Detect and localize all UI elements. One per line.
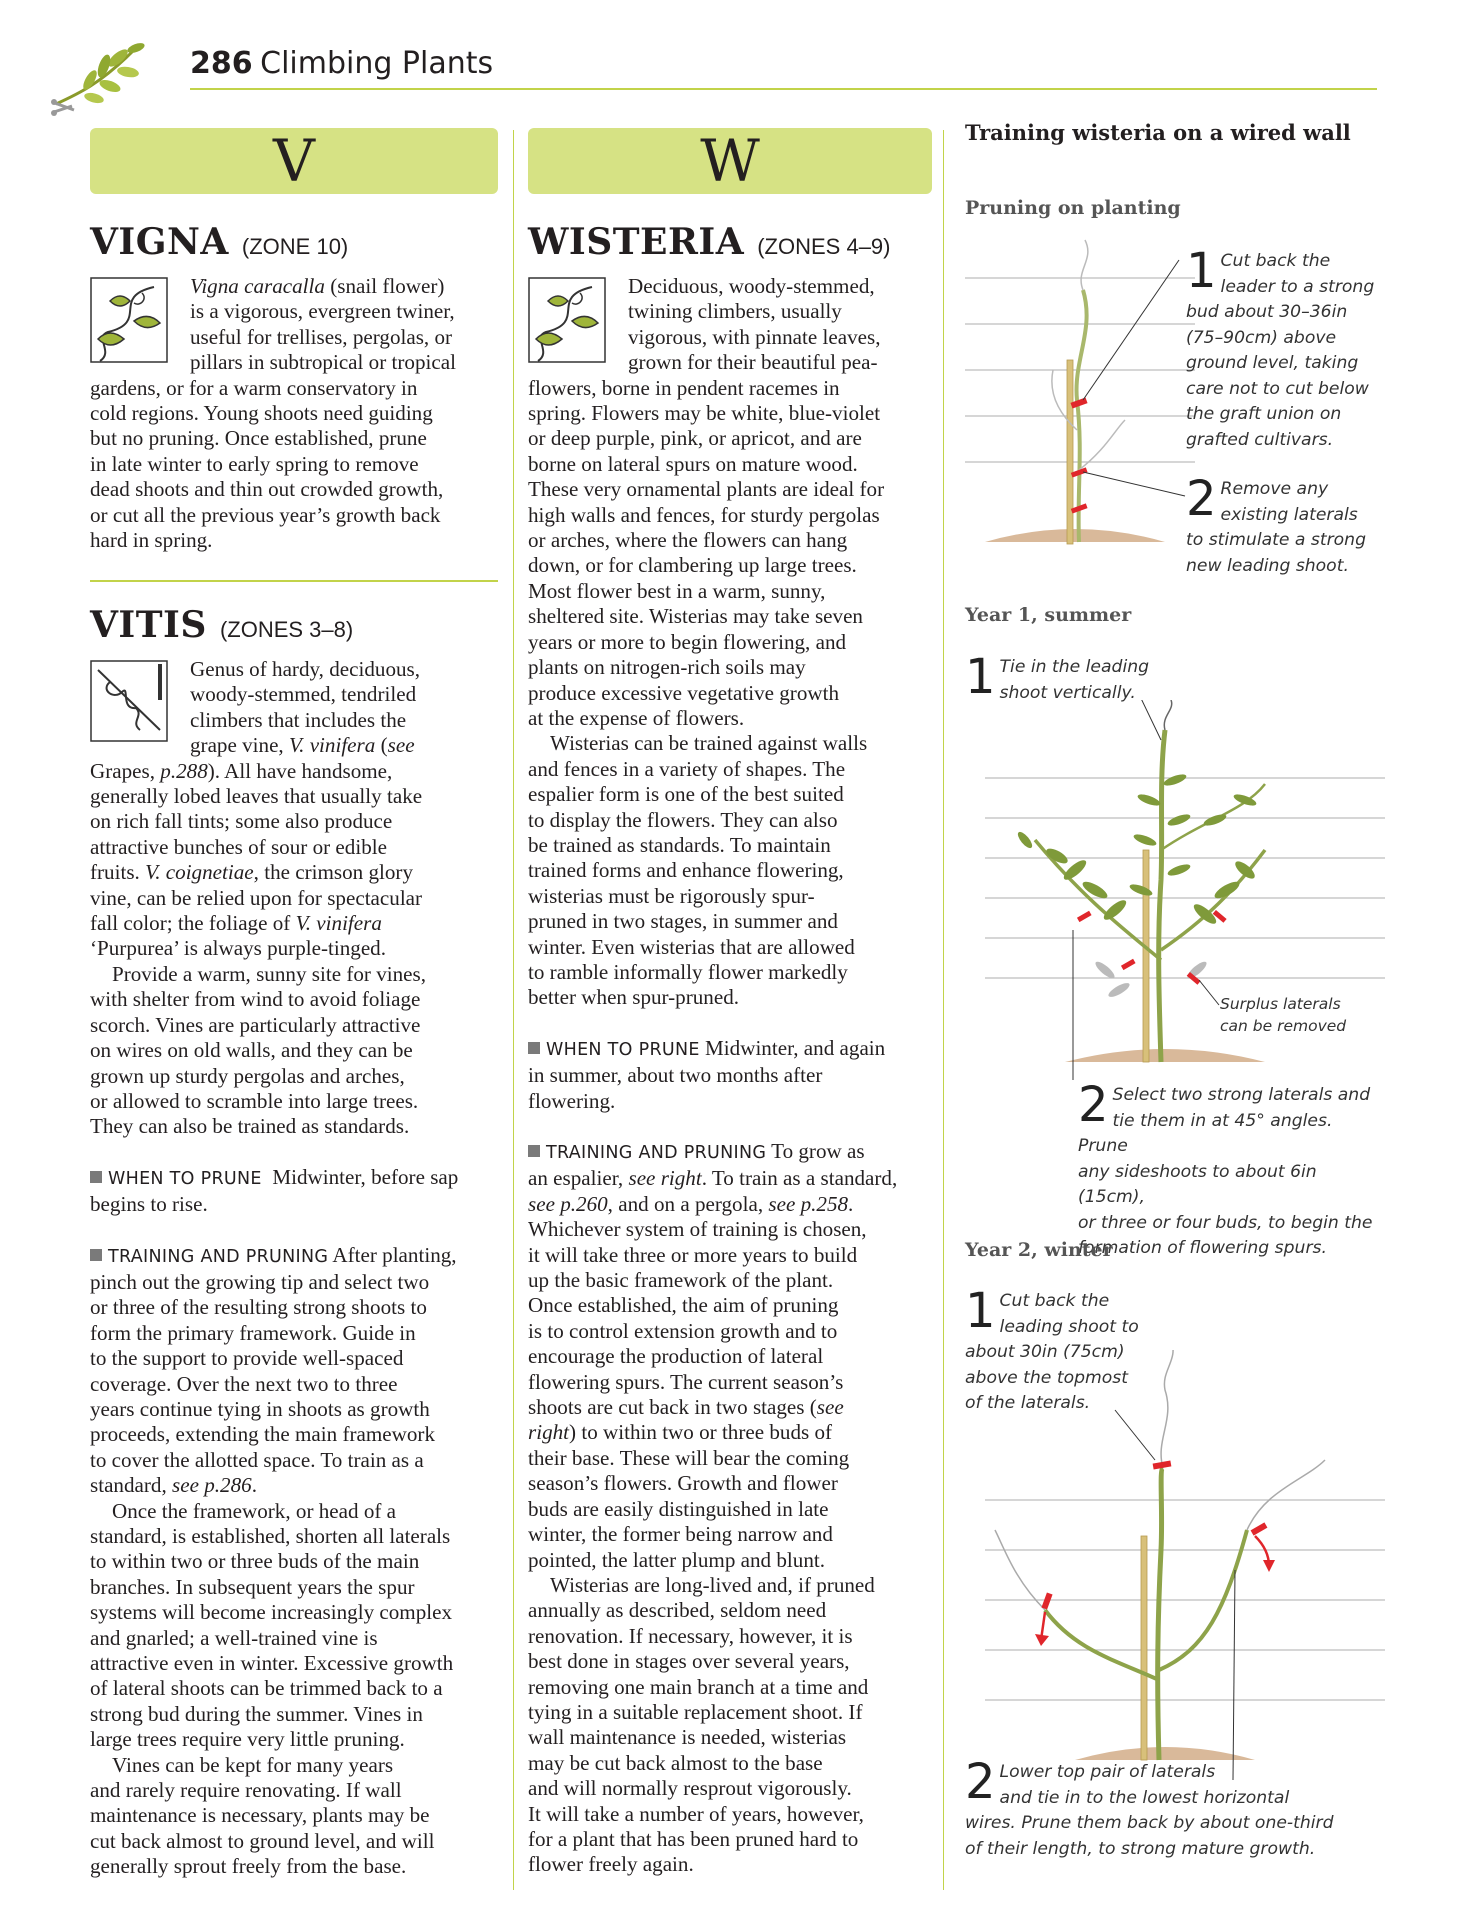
text-line: or deep purple, pink, or apricot, and are bbox=[528, 426, 862, 451]
summer-step-2-number: 2 bbox=[1078, 1077, 1109, 1133]
paragraph-gap bbox=[90, 1140, 500, 1165]
text-line: to cover the allotted space. To train as a bbox=[90, 1447, 424, 1472]
text-line: hard in spring. bbox=[90, 528, 213, 553]
caption-line: to stimulate a strong bbox=[1186, 530, 1366, 550]
text-line: ‘Purpurea’ is always purple-tinged. bbox=[90, 936, 387, 961]
text-line: standard, is established, shorten all laterals bbox=[90, 1524, 451, 1548]
text-line: to display the flowers. They can also bbox=[528, 807, 838, 832]
text-line: borne on lateral spurs on mature wood. bbox=[528, 451, 858, 476]
summer-step-1-text bbox=[965, 649, 1205, 706]
text-line: maintenance is necessary, plants may be bbox=[90, 1803, 430, 1828]
text-line: grape vine, V. vinifera (see bbox=[190, 733, 415, 758]
text-line: TRAINING AND PRUNING After planting, bbox=[90, 1243, 500, 1270]
caption-line: Remove any bbox=[1220, 479, 1329, 499]
caption-line: and tie in to the lowest horizontal bbox=[999, 1787, 1290, 1808]
text-line: Wisterias can be trained against walls bbox=[550, 731, 868, 756]
text-line: pillars in subtropical or tropical bbox=[190, 350, 456, 375]
header-leaf-icon bbox=[48, 36, 148, 126]
text-line: tying in a suitable replacement shoot. If bbox=[528, 1699, 863, 1724]
text-line: on rich fall tints; some also produce bbox=[90, 809, 393, 834]
text-line: down, or for clambering up large trees. bbox=[528, 553, 857, 578]
summer-step-1 bbox=[965, 649, 1205, 706]
header-rule bbox=[190, 88, 1377, 90]
text-line: sheltered site. Wisterias may take seven bbox=[528, 604, 863, 629]
text-line: grown up sturdy pergolas and arches, bbox=[90, 1063, 405, 1088]
text-line: It will take a number of years, however, bbox=[528, 1801, 864, 1826]
text-line: Genus of hardy, deciduous, bbox=[190, 657, 421, 681]
text-line: up the basic framework of the plant. bbox=[528, 1268, 834, 1293]
text-line: systems will become increasingly complex bbox=[90, 1600, 453, 1625]
text-line: Whichever system of training is chosen, bbox=[528, 1217, 867, 1242]
caption-line: shoot vertically. bbox=[999, 682, 1136, 703]
text-line: spring. Flowers may be white, blue-violet bbox=[528, 401, 881, 426]
paragraph-gap bbox=[528, 1114, 938, 1139]
caption-line: Lower top pair of laterals bbox=[999, 1762, 1216, 1782]
text-line: scorch. Vines are particularly attractive bbox=[90, 1012, 421, 1037]
caption-line: Tie in the leading bbox=[999, 657, 1150, 677]
text-line: standard, see p.286. bbox=[90, 1473, 257, 1498]
summer-step-1-number: 1 bbox=[965, 649, 996, 705]
column-divider-2 bbox=[943, 130, 944, 1890]
caption-line: grafted cultivars. bbox=[1186, 429, 1334, 450]
training-title: Training wisteria on a wired wall bbox=[965, 120, 1351, 145]
caption-line: tie them in at 45° angles. Prune bbox=[1078, 1110, 1333, 1156]
caption-line: Surplus laterals bbox=[1220, 995, 1341, 1013]
planting-step-1-number: 1 bbox=[1186, 243, 1217, 299]
section-title: Climbing Plants bbox=[260, 46, 494, 81]
text-line: generally lobed leaves that usually take bbox=[90, 784, 423, 809]
text-line: strong bud during the summer. Vines in bbox=[90, 1701, 423, 1726]
text-line: These very ornamental plants are ideal for bbox=[528, 477, 885, 502]
vigna-title bbox=[90, 221, 348, 263]
text-line: climbers that includes the bbox=[190, 707, 407, 732]
text-line: be trained as standards. To maintain bbox=[528, 832, 831, 857]
text-line: shoots are cut back in two stages (see bbox=[528, 1395, 844, 1420]
text-line: plants on nitrogen-rich soils may bbox=[528, 655, 806, 680]
text-line: pruned in two stages, in summer and bbox=[528, 909, 838, 934]
wisteria-zone: (ZONES 4–9) bbox=[757, 234, 891, 259]
text-line: or cut all the previous year’s growth back bbox=[90, 502, 441, 527]
text-line: right) to within two or three buds of bbox=[528, 1420, 833, 1445]
text-line: Vigna caracalla (snail flower) bbox=[190, 274, 445, 298]
vigna-vitis-rule bbox=[90, 580, 498, 582]
vigna-zone: (ZONE 10) bbox=[241, 234, 349, 259]
text-line: Provide a warm, sunny site for vines, bbox=[112, 961, 427, 986]
text-line: useful for trellises, pergolas, or bbox=[190, 324, 453, 349]
caption-line: of their length, to strong mature growth. bbox=[965, 1838, 1316, 1859]
text-line: and will normally resprout vigorously. bbox=[528, 1776, 852, 1801]
text-line: fruits. V. coignetiae, the crimson glory bbox=[90, 860, 414, 885]
caption-line: Select two strong laterals and bbox=[1112, 1085, 1371, 1105]
text-line: Once established, the aim of pruning bbox=[528, 1293, 839, 1318]
text-line: Wisterias are long-lived and, if pruned bbox=[550, 1572, 875, 1597]
text-line: their base. These will bear the coming bbox=[528, 1445, 850, 1470]
caption-line: formation of flowering spurs. bbox=[1078, 1238, 1327, 1258]
caption-line: about 30in (75cm) bbox=[965, 1342, 1125, 1362]
wisteria-name: WISTERIA bbox=[528, 221, 745, 263]
text-line: in late winter to early spring to remove bbox=[90, 451, 419, 476]
column-divider-1 bbox=[513, 130, 514, 1890]
text-line: cold regions. Young shoots need guiding bbox=[90, 401, 433, 426]
text-line: twining climbers, usually bbox=[628, 299, 842, 324]
paragraph-gap bbox=[90, 1218, 500, 1243]
text-line: large trees require very little pruning. bbox=[90, 1727, 405, 1752]
text-line: flowering spurs. The current season’s bbox=[528, 1369, 844, 1394]
page-header bbox=[190, 46, 493, 82]
planting-step-2-number: 2 bbox=[1186, 471, 1217, 527]
caption-line: (75–90cm) above bbox=[1186, 327, 1337, 348]
caption-line: new leading shoot. bbox=[1186, 555, 1349, 576]
paragraph-gap bbox=[528, 1011, 938, 1036]
vigna-body bbox=[90, 274, 500, 553]
text-line: in summer, about two months after bbox=[528, 1063, 823, 1088]
text-line: pointed, the latter plump and blunt. bbox=[528, 1547, 826, 1572]
summer-step-2-text bbox=[1078, 1077, 1378, 1262]
page-number: 286 bbox=[190, 46, 253, 81]
text-line: but no pruning. Once established, prune bbox=[90, 426, 427, 451]
text-line: woody-stemmed, tendriled bbox=[190, 682, 417, 707]
text-line: to the support to provide well-spaced bbox=[90, 1346, 404, 1371]
vigna-name: VIGNA bbox=[90, 221, 229, 263]
text-line: may be cut back almost to the base bbox=[528, 1750, 823, 1775]
planting-step-2 bbox=[1186, 471, 1376, 579]
text-line: grown for their beautiful pea- bbox=[628, 350, 878, 375]
text-line: vigorous, with pinnate leaves, bbox=[628, 324, 881, 349]
text-line: for a plant that has been pruned hard to bbox=[528, 1826, 859, 1851]
text-line: removing one main branch at a time and bbox=[528, 1674, 869, 1699]
caption-line: existing laterals bbox=[1220, 504, 1358, 525]
caption-line: can be removed bbox=[1220, 1017, 1347, 1035]
text-line: see p.260, and on a pergola, see p.258. bbox=[528, 1191, 854, 1216]
letter-box-w: W bbox=[528, 128, 932, 194]
summer-subtitle: Year 1, summer bbox=[965, 604, 1132, 626]
caption-line: the graft union on bbox=[1186, 404, 1342, 424]
summer-surplus-note bbox=[1220, 993, 1380, 1037]
winter-step-2-number: 2 bbox=[965, 1754, 996, 1810]
letter-box-v: V bbox=[90, 128, 498, 194]
text-line: vine, can be relied upon for spectacular bbox=[90, 885, 423, 910]
text-line: an espalier, see right. To train as a standard, bbox=[528, 1166, 898, 1191]
text-line: flowers, borne in pendent racemes in bbox=[528, 375, 840, 400]
text-line: form the primary framework. Guide in bbox=[90, 1320, 416, 1345]
text-line: pinch out the growing tip and select two bbox=[90, 1269, 430, 1294]
winter-step-2 bbox=[965, 1754, 1375, 1862]
text-line: encourage the production of lateral bbox=[528, 1344, 824, 1369]
text-line: and fences in a variety of shapes. The bbox=[528, 756, 846, 781]
text-line: or allowed to scramble into large trees. bbox=[90, 1088, 419, 1113]
text-line: begins to rise. bbox=[90, 1192, 208, 1217]
text-line: flowering. bbox=[528, 1088, 616, 1113]
text-line: generally sprout freely from the base. bbox=[90, 1854, 407, 1879]
text-line: dead shoots and thin out crowded growth, bbox=[90, 477, 444, 502]
text-line: season’s flowers. Growth and flower bbox=[528, 1471, 838, 1496]
planting-step-1 bbox=[1186, 243, 1376, 453]
text-line: it will take three or more years to build bbox=[528, 1242, 858, 1267]
caption-line: ground level, taking bbox=[1186, 353, 1359, 373]
text-line: renovation. If necessary, however, it is bbox=[528, 1623, 853, 1648]
text-line: TRAINING AND PRUNING To grow as bbox=[528, 1139, 938, 1166]
text-line: or three of the resulting strong shoots to bbox=[90, 1295, 427, 1320]
text-line: Most flower best in a warm, sunny, bbox=[528, 578, 826, 603]
caption-line: of the laterals. bbox=[965, 1393, 1091, 1413]
caption-line: Cut back the bbox=[1220, 251, 1331, 271]
text-line: high walls and fences, for sturdy pergolas bbox=[528, 502, 880, 527]
text-line: is to control extension growth and to bbox=[528, 1318, 838, 1343]
winter-illustration bbox=[965, 1350, 1385, 1780]
text-line: wisterias must be rigorously spur- bbox=[528, 883, 815, 908]
text-line: coverage. Over the next two to three bbox=[90, 1371, 398, 1396]
text-line: trained forms and enhance flowering, bbox=[528, 858, 844, 883]
text-line: on wires on old walls, and they can be bbox=[90, 1038, 413, 1063]
text-line: attractive bunches of sour or edible bbox=[90, 834, 387, 859]
text-line: WHEN TO PRUNE Midwinter, and again bbox=[528, 1036, 938, 1063]
text-line: and rarely require renovating. If wall bbox=[90, 1778, 402, 1803]
caption-line: leading shoot to bbox=[999, 1316, 1139, 1337]
text-line: fall color; the foliage of V. vinifera bbox=[90, 911, 382, 936]
caption-line: wires. Prune them back by about one-third bbox=[965, 1813, 1334, 1833]
caption-line: bud about 30–36in bbox=[1186, 302, 1348, 322]
text-line: with shelter from wind to avoid foliage bbox=[90, 987, 421, 1012]
text-line: to ramble informally flower markedly bbox=[528, 959, 848, 984]
text-line: at the expense of flowers. bbox=[528, 705, 745, 730]
text-line: years continue tying in shoots as growth bbox=[90, 1396, 430, 1421]
wisteria-title bbox=[528, 221, 891, 263]
text-line: annually as described, seldom need bbox=[528, 1598, 827, 1623]
text-line: years or more to begin flowering, and bbox=[528, 629, 847, 654]
winter-step-1-number: 1 bbox=[965, 1283, 996, 1339]
vitis-zone: (ZONES 3–8) bbox=[219, 617, 354, 642]
text-line: gardens, or for a warm conservatory in bbox=[90, 375, 418, 400]
text-line: They can also be trained as standards. bbox=[90, 1114, 410, 1139]
winter-subtitle: Year 2, winter bbox=[965, 1239, 1113, 1261]
caption-line: above the topmost bbox=[965, 1367, 1128, 1388]
text-line: Once the framework, or head of a bbox=[112, 1498, 397, 1523]
text-line: Grapes, p.288). All have handsome, bbox=[90, 758, 393, 783]
text-line: espalier form is one of the best suited bbox=[528, 782, 844, 807]
text-line: winter, the former being narrow and bbox=[528, 1522, 833, 1547]
text-line: produce excessive vegetative growth bbox=[528, 680, 840, 705]
vitis-title bbox=[90, 604, 353, 646]
text-line: best done in stages over several years, bbox=[528, 1649, 850, 1674]
text-line: cut back almost to ground level, and will bbox=[90, 1828, 435, 1853]
text-line: and gnarled; a well-trained vine is bbox=[90, 1625, 378, 1650]
text-line: of lateral shoots can be trimmed back to a bbox=[90, 1676, 443, 1701]
caption-line: any sideshoots to about 6in (15cm), bbox=[1078, 1161, 1317, 1207]
text-line: Deciduous, woody-stemmed, bbox=[628, 274, 875, 298]
summer-step-2 bbox=[1078, 1077, 1378, 1262]
text-line: attractive even in winter. Excessive growth bbox=[90, 1651, 454, 1676]
winter-step-2-text bbox=[965, 1754, 1375, 1862]
text-line: to within two or three buds of the main bbox=[90, 1549, 420, 1574]
planting-subtitle: Pruning on planting bbox=[965, 197, 1181, 219]
caption-line: leader to a strong bbox=[1220, 276, 1375, 297]
text-line: winter. Even wisterias that are allowed bbox=[528, 934, 855, 959]
text-line: branches. In subsequent years the spur bbox=[90, 1574, 415, 1599]
text-line: WHEN TO PRUNE Midwinter, before sap bbox=[90, 1165, 500, 1192]
text-line: better when spur-pruned. bbox=[528, 985, 740, 1010]
text-line: proceeds, extending the main framework bbox=[90, 1422, 435, 1447]
caption-line: care not to cut below bbox=[1186, 378, 1369, 399]
text-line: buds are easily distinguished in late bbox=[528, 1496, 829, 1521]
wisteria-body bbox=[528, 274, 938, 1878]
text-line: or arches, where the flowers can hang bbox=[528, 528, 848, 553]
text-line: flower freely again. bbox=[528, 1852, 694, 1877]
text-line: Vines can be kept for many years bbox=[112, 1752, 394, 1777]
caption-line: Cut back the bbox=[999, 1291, 1110, 1311]
caption-line: or three or four buds, to begin the bbox=[1078, 1212, 1373, 1233]
planting-illustration bbox=[965, 230, 1195, 560]
vitis-name: VITIS bbox=[90, 604, 207, 646]
text-line: is a vigorous, evergreen twiner, bbox=[190, 299, 455, 324]
vitis-body bbox=[90, 657, 500, 1880]
text-line: wall maintenance is needed, wisterias bbox=[528, 1725, 847, 1750]
